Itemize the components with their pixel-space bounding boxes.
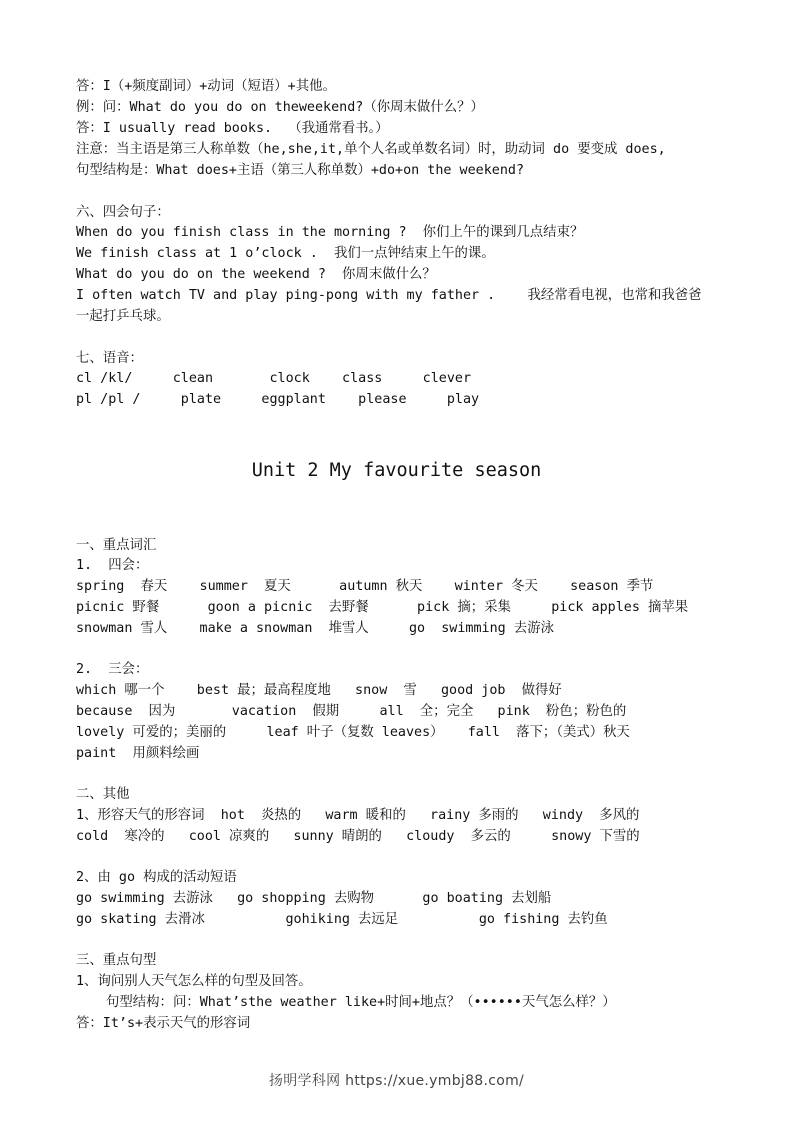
section-heading: 一、重点词汇 xyxy=(76,538,157,553)
text-line: go swimming 去游泳 go shopping 去购物 go boating 去划船 xyxy=(76,891,552,906)
text-line: cl /kl/ clean clock class clever xyxy=(76,371,472,386)
footer-watermark: 扬明学科网 https://xue.ymbj88.com/ xyxy=(268,1073,525,1089)
text-line: go skating 去滑冰 gohiking 去远足 go fishing 去钓鱼 xyxy=(76,912,608,927)
text-line: cold 寒冷的 cool 凉爽的 sunny 晴朗的 cloudy 多云的 snowy 下雪的 xyxy=(76,829,640,844)
section-heading: 六、四会句子： xyxy=(76,205,170,220)
text-line: picnic 野餐 goon a picnic 去野餐 pick 摘；采集 pick apples 摘苹果 xyxy=(76,600,689,615)
text-line: I often watch TV and play ping-pong with my father . 我经常看电视，也常和我爸爸 xyxy=(76,288,702,303)
text-line: spring 春天 summer 夏天 autumn 秋天 winter 冬天 season 季节 xyxy=(76,579,654,594)
subheading: 1. 四会： xyxy=(76,558,149,573)
text-line: because 因为 vacation 假期 all 全；完全 pink 粉色；粉色的 xyxy=(76,704,627,719)
text-line: 一起打乒乓球。 xyxy=(76,309,170,324)
text-line: 例：问：What do you do on theweekend?（你周末做什么？） xyxy=(76,100,484,115)
text-line: 答：I usually read books. （我通常看书。） xyxy=(76,121,389,136)
text-line: lovely 可爱的；美丽的 leaf 叶子（复数 leaves） fall 落下；（美式）秋天 xyxy=(76,725,630,740)
subheading: 2、由 go 构成的活动短语 xyxy=(76,870,237,885)
subheading: 1、询问别人天气怎么样的句型及回答。 xyxy=(76,974,312,989)
section-heading: 三、重点句型 xyxy=(76,953,157,968)
text-line: 注意：当主语是第三人称单数（he,she,it,单个人名或单数名词）时，助动词 do 要变成 does, xyxy=(76,142,666,157)
subheading: 2. 三会： xyxy=(76,662,149,677)
text-line: 答：I（+频度副词）+动词（短语）+其他。 xyxy=(76,79,336,94)
text-line: snowman 雪人 make a snowman 堆雪人 go swimming 去游泳 xyxy=(76,621,554,636)
section-heading: 七、语音： xyxy=(76,351,143,366)
text-line: 1、形容天气的形容词 hot 炎热的 warm 暖和的 rainy 多雨的 windy 多风的 xyxy=(76,808,640,823)
text-line: When do you finish class in the morning ? 你们上午的课到几点结束？ xyxy=(76,225,584,240)
text-line: paint 用颜料绘画 xyxy=(76,746,200,761)
text-line: pl /pl / plate eggplant please play xyxy=(76,392,480,407)
text-line: What do you do on the weekend ? 你周末做什么？ xyxy=(76,267,436,282)
section-heading: 二、其他 xyxy=(76,787,130,802)
text-line: We finish class at 1 o’clock . 我们一点钟结束上午的课。 xyxy=(76,246,495,261)
text-line: 答：It’s+表示天气的形容词 xyxy=(76,1016,251,1031)
text-line: 句型结构：问：What’sthe weather like+时间+地点？（••••••天气怎么样？） xyxy=(106,995,616,1010)
text-line: which 哪一个 best 最；最高程度地 snow 雪 good job 做得好 xyxy=(76,683,562,698)
text-line: 句型结构是：What does+主语（第三人称单数）+do+on the weekend? xyxy=(76,163,525,178)
unit-title: Unit 2 My favourite season xyxy=(251,460,542,481)
